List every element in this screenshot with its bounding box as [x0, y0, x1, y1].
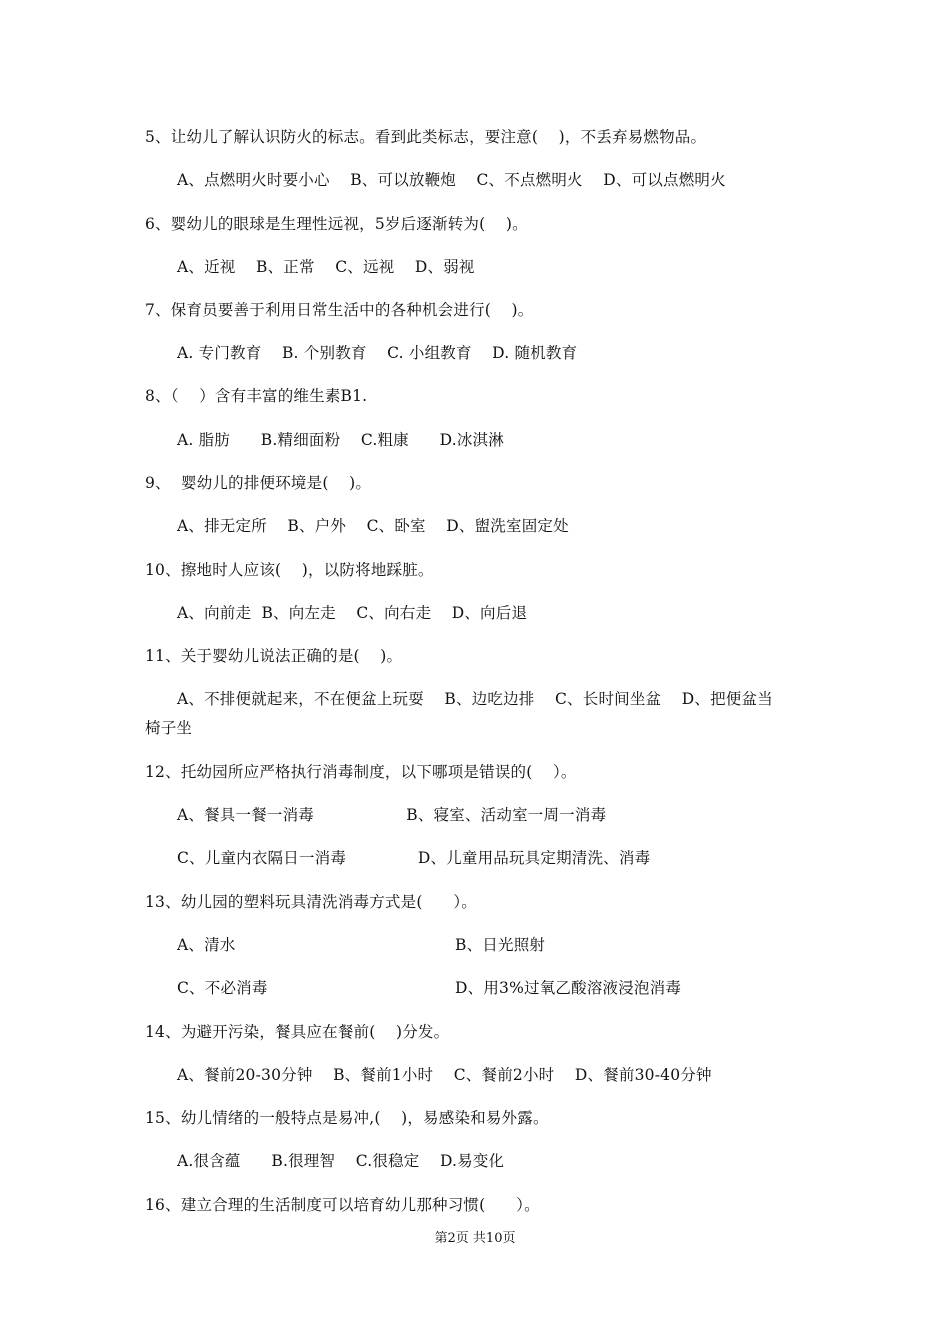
question-8: 8、（ ）含有丰富的维生素B1.: [145, 387, 368, 405]
options-11-continued: 椅子坐: [145, 719, 193, 737]
options-14: A、餐前20-30分钟 B、餐前1小时 C、餐前2小时 D、餐前30-40分钟: [177, 1066, 712, 1084]
question-7: 7、保育员要善于利用日常生活中的各种机会进行( )。: [145, 301, 534, 319]
question-6: 6、婴幼儿的眼球是生理性远视，5岁后逐渐转为( )。: [145, 215, 528, 233]
question-9: 9、 婴幼儿的排便环境是( )。: [145, 474, 372, 492]
question-13: 13、幼儿园的塑料玩具清洗消毒方式是( ）。: [145, 893, 477, 911]
question-11: 11、关于婴幼儿说法正确的是( )。: [145, 647, 403, 665]
page-footer: 第2页 共10页: [434, 1231, 516, 1246]
option-13-b: B、日光照射: [455, 936, 546, 954]
question-16: 16、建立合理的生活制度可以培育幼儿那种习惯( ）。: [145, 1196, 540, 1214]
option-13-c: C、不必消毒: [177, 979, 268, 997]
options-5: A、点燃明火时要小心 B、可以放鞭炮 C、不点燃明火 D、可以点燃明火: [177, 171, 726, 189]
question-15: 15、幼儿情绪的一般特点是易冲,( )，易感染和易外露。: [145, 1109, 549, 1127]
options-6: A、近视 B、正常 C、远视 D、弱视: [177, 258, 475, 276]
options-8: A. 脂肪 B.精细面粉 C.粗康 D.冰淇淋: [177, 431, 504, 449]
options-11: A、不排便就起来，不在便盆上玩耍 B、边吃边排 C、长时间坐盆 D、把便盆当: [177, 690, 773, 708]
question-10: 10、擦地时人应该( )，以防将地踩脏。: [145, 561, 434, 579]
question-14: 14、为避开污染，餐具应在餐前( )分发。: [145, 1023, 450, 1041]
options-15: A.很含蕴 B.很理智 C.很稳定 D.易变化: [177, 1152, 505, 1170]
options-9: A、排无定所 B、户外 C、卧室 D、盥洗室固定处: [177, 517, 569, 535]
question-12: 12、托幼园所应严格执行消毒制度，以下哪项是错误的( ）。: [145, 763, 577, 781]
option-13-a: A、清水: [177, 936, 236, 954]
options-12-row-2: C、儿童内衣隔日一消毒 D、儿童用品玩具定期清洗、消毒: [177, 849, 651, 867]
options-7: A. 专门教育 B. 个别教育 C. 小组教育 D. 随机教育: [177, 344, 578, 362]
options-12-row-1: A、餐具一餐一消毒 B、寝室、活动室一周一消毒: [177, 806, 607, 824]
option-13-d: D、用3%过氧乙酸溶液浸泡消毒: [455, 979, 682, 997]
question-5: 5、让幼儿了解认识防火的标志。看到此类标志，要注意( )，不丢弃易燃物品。: [145, 128, 707, 146]
options-10: A、向前走 B、向左走 C、向右走 D、向后退: [177, 604, 528, 622]
